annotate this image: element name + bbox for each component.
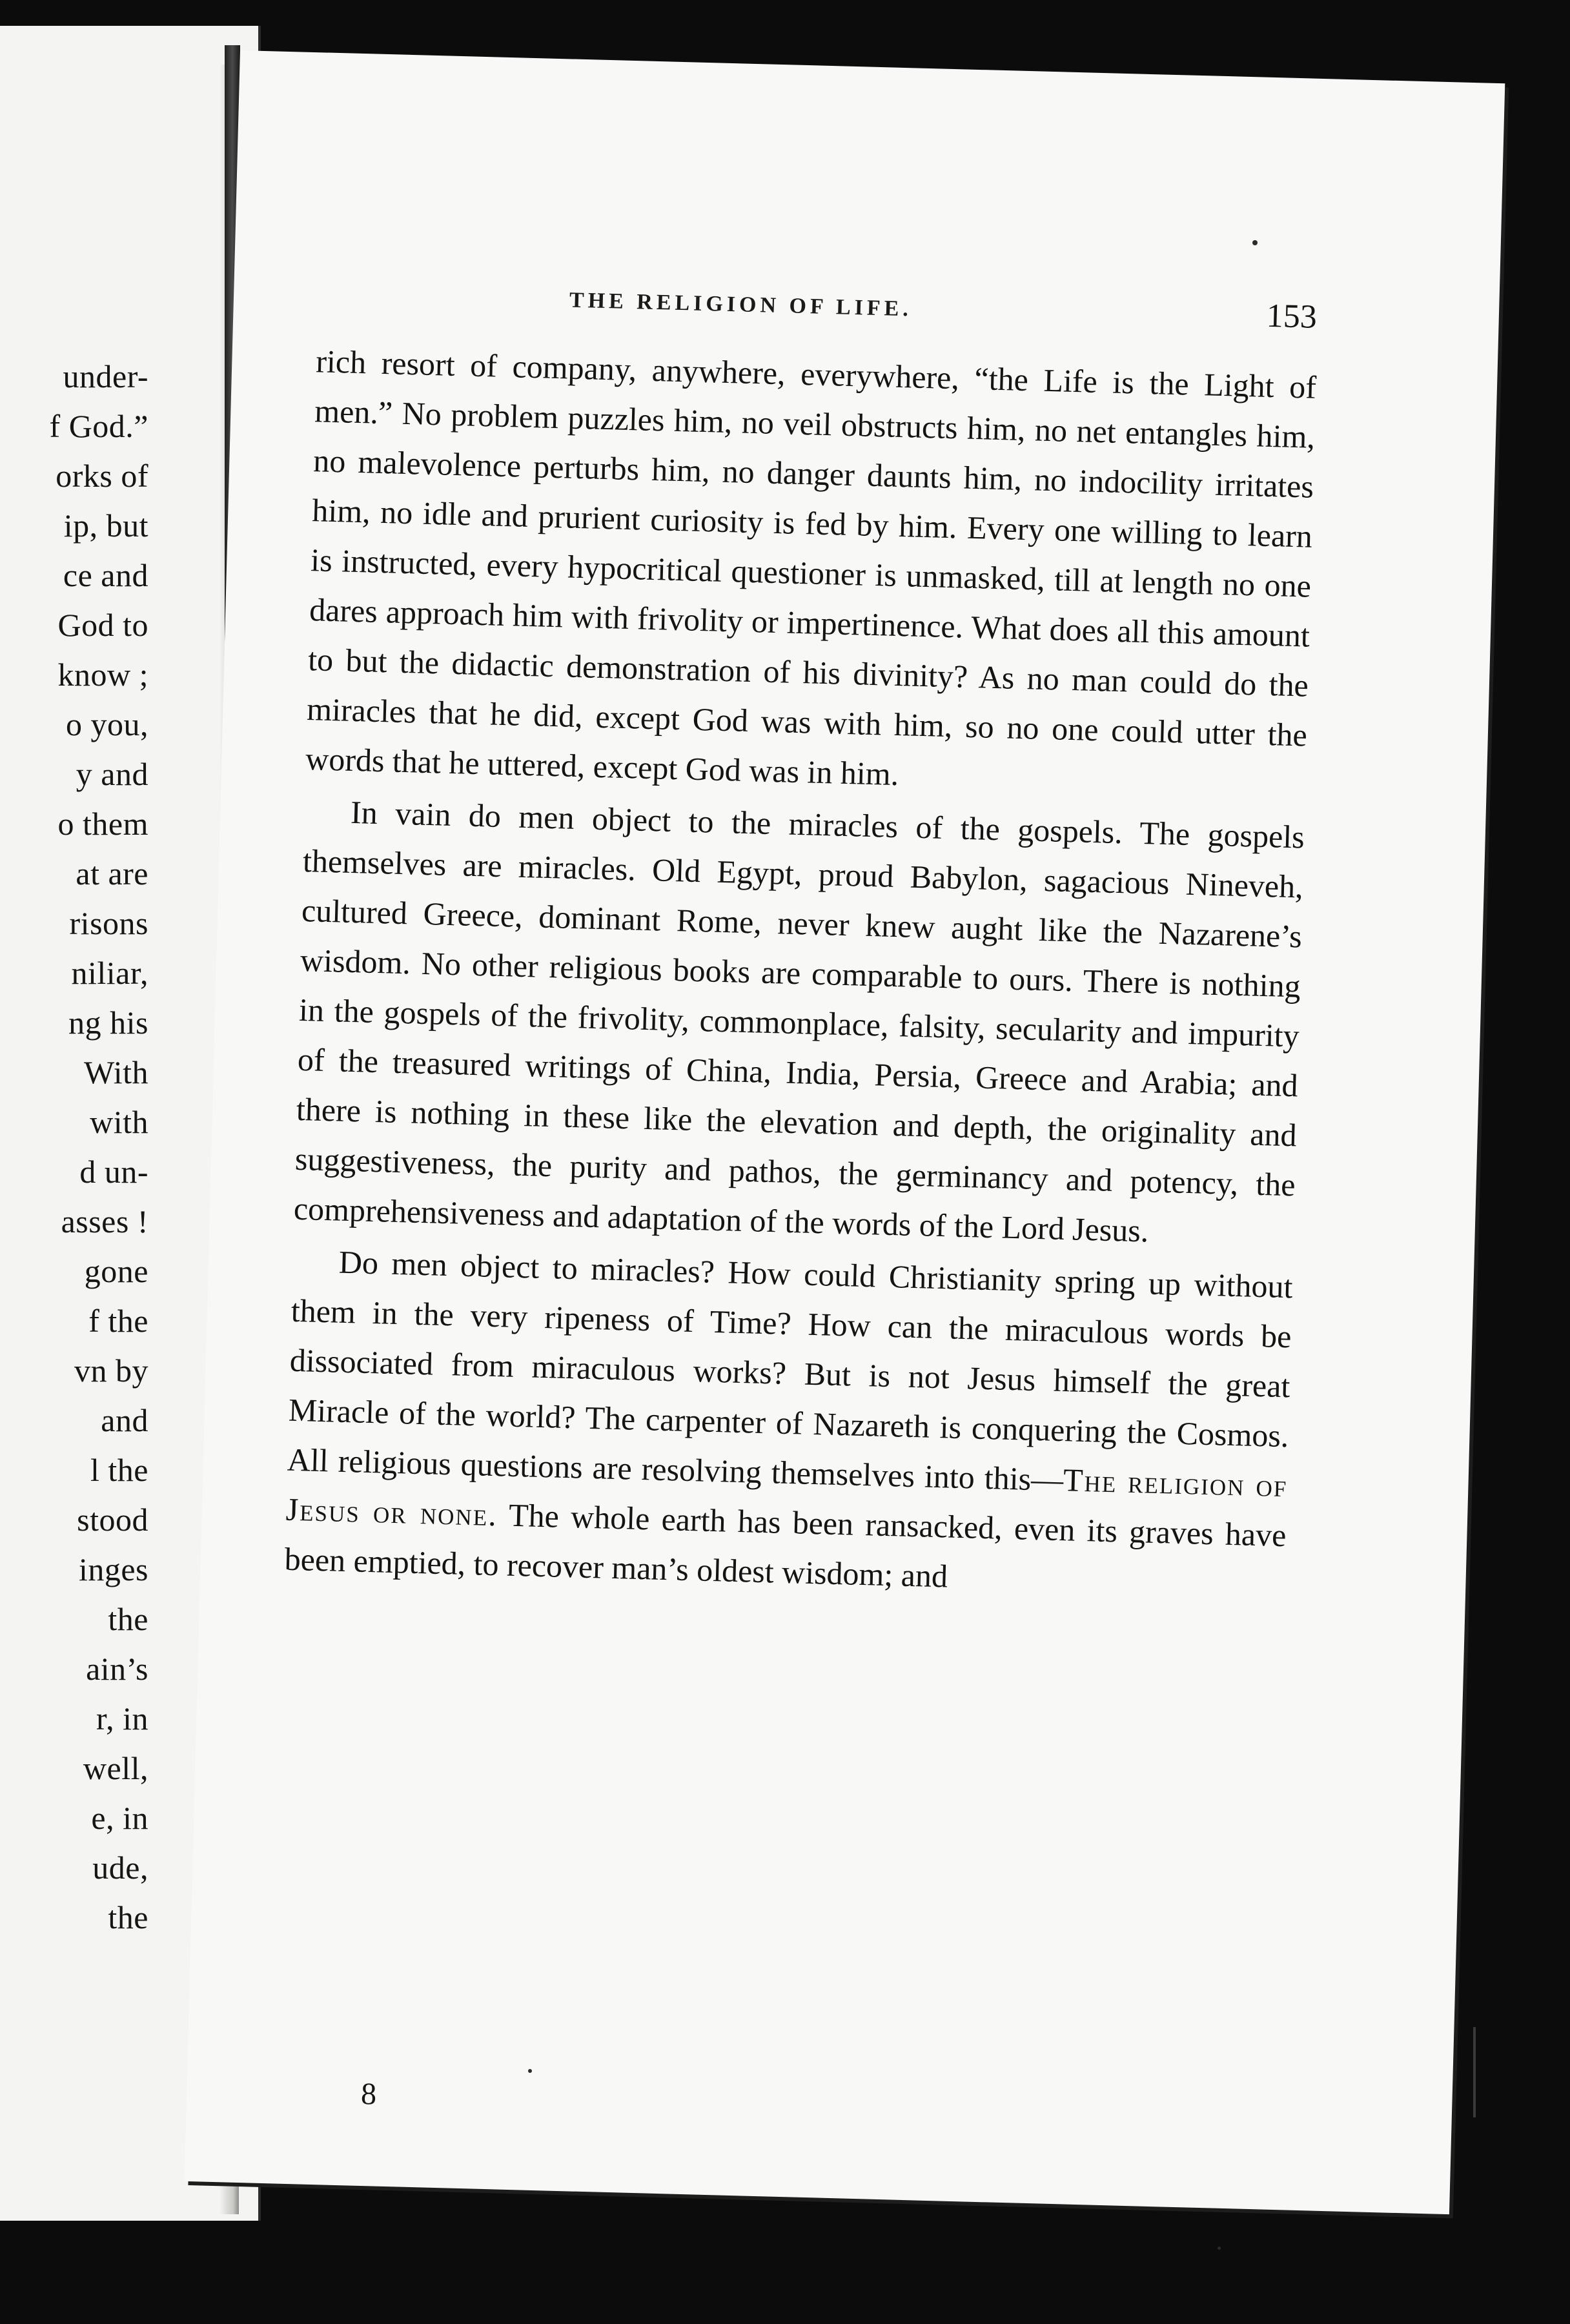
left-line: gone xyxy=(84,1253,148,1289)
left-line: with xyxy=(90,1104,148,1140)
left-line: well, xyxy=(83,1750,148,1786)
left-line: the xyxy=(108,1601,148,1637)
left-line: at are xyxy=(76,855,148,892)
small-caps-phrase: The religion of Jesus or none. xyxy=(285,1462,1289,1533)
left-line: ng his xyxy=(68,1004,148,1041)
left-line: inges xyxy=(78,1551,148,1587)
left-line: ce and xyxy=(63,557,148,593)
left-line: under- xyxy=(63,358,148,394)
page-content xyxy=(185,50,1505,2214)
left-line: and xyxy=(101,1402,148,1438)
paragraph xyxy=(284,1236,1294,1610)
left-line: d un- xyxy=(79,1154,148,1190)
body-text xyxy=(284,336,1317,1610)
left-line: ude, xyxy=(92,1850,148,1886)
left-line: y and xyxy=(76,756,148,792)
left-line: know ; xyxy=(57,657,148,693)
left-line: r, in xyxy=(96,1700,148,1737)
left-line: stood xyxy=(77,1502,148,1538)
left-line: f God.” xyxy=(49,408,148,444)
left-line: f the xyxy=(88,1303,148,1339)
left-line: o you, xyxy=(66,706,148,742)
scan-speck xyxy=(1252,240,1258,245)
left-line: niliar, xyxy=(71,955,148,991)
left-line: vn by xyxy=(74,1352,148,1389)
left-line: ain’s xyxy=(86,1651,148,1687)
current-page xyxy=(185,50,1505,2214)
left-line: God to xyxy=(57,607,148,643)
scan-speck xyxy=(1218,2247,1221,2250)
scan-scratch xyxy=(1473,2027,1476,2117)
paragraph: In vain do men object to the miracles of the gospels. The gospels themselves are miracles. Old Egypt, proud Babylon, sagacious Nineveh, cultured Greece, dominant Rome, never knew aught like the Nazarene’s wisdom. No other religious books are comparable to ours. There is nothing in the gospels of the frivolity, commonplace, falsity, secularity and impurity of the treasured writings of China, India, Persia, Greece and Arabia; and there is nothing in these like the elevation and depth, the originality and suggestiveness, the purity and pathos, the germinancy and potency, the comprehensiveness and adaptation of the words of the Lord Jesus. xyxy=(293,793,1305,1249)
scan-speck xyxy=(528,2069,532,2073)
left-line: asses ! xyxy=(61,1203,148,1239)
left-line: the xyxy=(108,1899,148,1935)
paragraph-continuation: rich resort of company, anywhere, everywhere, “the Life is the Light of men.” No problem puzzles him, no veil obstructs him, no net entangles him, no malevolence perturbs him, no danger daunts him, no indocility irritates him, no idle and prurient curiosity is fed by him. Every one willing to learn is instructed, every hypocritical questioner is unmasked, till at length no one dares approach him with frivolity or impertinence. What does all this amount to but the didactic demonstration of his divinity? As no man could do the miracles that he did, except God was with him, so no one could utter the words that he uttered, except God was in him. xyxy=(305,343,1317,793)
page-number: 153 xyxy=(1266,297,1318,336)
left-line: e, in xyxy=(91,1800,148,1836)
left-line: o them xyxy=(57,806,148,842)
running-head: THE RELIGION OF LIFE. xyxy=(569,288,913,321)
left-line: risons xyxy=(69,905,148,941)
left-line: With xyxy=(84,1054,148,1090)
left-line: orks of xyxy=(56,458,148,494)
left-line: l the xyxy=(90,1452,148,1488)
signature-mark: 8 xyxy=(360,2076,377,2112)
paragraph-text: The whole earth has been ransacked, even its graves have been emptied, to recover man’s oldest wisdom; and xyxy=(284,1496,1287,1595)
paragraph-text: Do men object to miracles? How could Christianity spring up without them in the very ripeness of Time? How can the miraculous words be dissociated from miraculous works? But is not Jesus himself the great Miracle of the world? The carpenter of Nazareth is conquering the Cosmos. All religious questions are resolving themselves into this— xyxy=(287,1243,1294,1498)
left-line: ip, but xyxy=(63,507,148,544)
